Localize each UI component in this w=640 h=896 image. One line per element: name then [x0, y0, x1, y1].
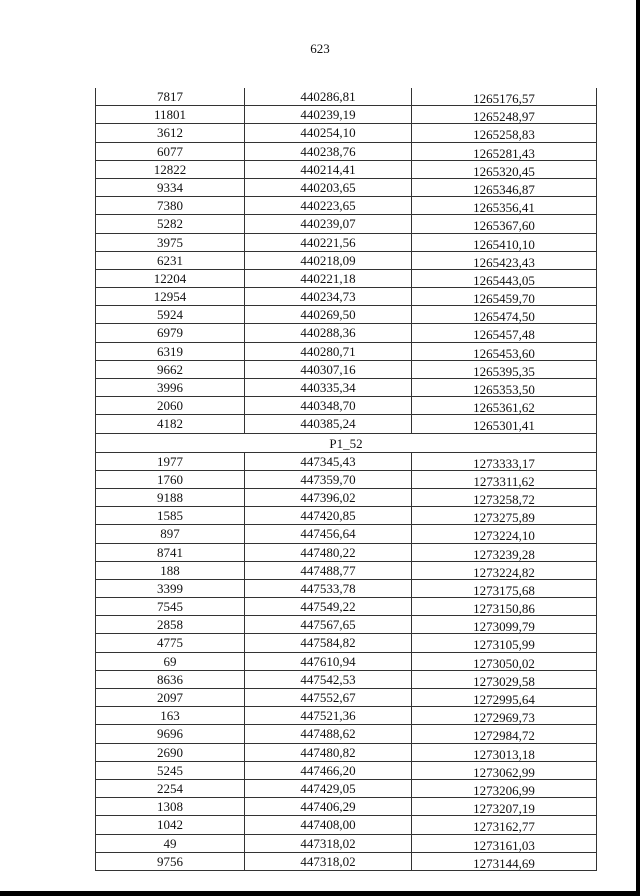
y-coordinate-cell: 1273333,17	[412, 453, 597, 470]
point-id-cell: 12822	[95, 161, 245, 178]
x-coordinate-cell: 440286,81	[245, 88, 412, 105]
table-row	[95, 580, 597, 598]
x-coordinate-cell: 447480,82	[245, 744, 412, 761]
table-row	[95, 544, 597, 562]
table-row	[95, 453, 597, 471]
y-coordinate-cell: 1265453,60	[412, 343, 597, 360]
x-coordinate-cell: 447406,29	[245, 798, 412, 815]
point-id-cell: 163	[95, 707, 245, 724]
point-id-cell: 3612	[95, 124, 245, 141]
table-row	[95, 343, 597, 361]
point-id-cell: 3996	[95, 379, 245, 396]
y-coordinate-cell: 1265410,10	[412, 234, 597, 251]
y-coordinate-cell: 1273013,18	[412, 744, 597, 761]
table-row	[95, 507, 597, 525]
table-row	[95, 143, 597, 161]
x-coordinate-cell: 447456,64	[245, 525, 412, 542]
table-row	[95, 215, 597, 233]
point-id-cell: 1308	[95, 798, 245, 815]
point-id-cell: 6077	[95, 143, 245, 160]
point-id-cell: 69	[95, 653, 245, 670]
y-coordinate-cell: 1273175,68	[412, 580, 597, 597]
table-row	[95, 161, 597, 179]
x-coordinate-cell: 447542,53	[245, 671, 412, 688]
x-coordinate-cell: 440348,70	[245, 397, 412, 414]
y-coordinate-cell: 1265457,48	[412, 324, 597, 341]
x-coordinate-cell: 447521,36	[245, 707, 412, 724]
x-coordinate-cell: 447318,02	[245, 835, 412, 852]
point-id-cell: 897	[95, 525, 245, 542]
y-coordinate-cell: 1265474,50	[412, 306, 597, 323]
y-coordinate-cell: 1265346,87	[412, 179, 597, 196]
table-row	[95, 725, 597, 743]
point-id-cell: 9188	[95, 489, 245, 506]
y-coordinate-cell: 1273062,99	[412, 762, 597, 779]
x-coordinate-cell: 440238,76	[245, 143, 412, 160]
table-row	[95, 489, 597, 507]
y-coordinate-cell: 1265423,43	[412, 252, 597, 269]
x-coordinate-cell: 447318,02	[245, 853, 412, 870]
y-coordinate-cell: 1273275,89	[412, 507, 597, 524]
table-row	[95, 106, 597, 124]
x-coordinate-cell: 447420,85	[245, 507, 412, 524]
x-coordinate-cell: 440203,65	[245, 179, 412, 196]
y-coordinate-cell: 1265356,41	[412, 197, 597, 214]
x-coordinate-cell: 447584,82	[245, 634, 412, 651]
table-row	[95, 689, 597, 707]
point-id-cell: 2690	[95, 744, 245, 761]
y-coordinate-cell: 1273311,62	[412, 471, 597, 488]
table-row	[95, 379, 597, 397]
x-coordinate-cell: 440307,16	[245, 361, 412, 378]
table-row	[95, 234, 597, 252]
point-id-cell: 6319	[95, 343, 245, 360]
x-coordinate-cell: 440280,71	[245, 343, 412, 360]
x-coordinate-cell: 440221,56	[245, 234, 412, 251]
y-coordinate-cell: 1273144,69	[412, 853, 597, 870]
x-coordinate-cell: 440218,09	[245, 252, 412, 269]
table-row	[95, 197, 597, 215]
x-coordinate-cell: 447429,05	[245, 780, 412, 797]
point-id-cell: 2097	[95, 689, 245, 706]
x-coordinate-cell: 440269,50	[245, 306, 412, 323]
table-row	[95, 853, 597, 871]
point-id-cell: 7817	[95, 88, 245, 105]
table-section-2	[95, 453, 597, 871]
y-coordinate-cell: 1273224,10	[412, 525, 597, 542]
x-coordinate-cell: 447552,67	[245, 689, 412, 706]
x-coordinate-cell: 447567,65	[245, 616, 412, 633]
y-coordinate-cell: 1273161,03	[412, 835, 597, 852]
table-row	[95, 415, 597, 433]
table-row	[95, 798, 597, 816]
y-coordinate-cell: 1273224,82	[412, 562, 597, 579]
point-id-cell: 9334	[95, 179, 245, 196]
x-coordinate-cell: 447408,00	[245, 816, 412, 833]
table-row	[95, 88, 597, 106]
x-coordinate-cell: 447345,43	[245, 453, 412, 470]
y-coordinate-cell: 1273099,79	[412, 616, 597, 633]
y-coordinate-cell: 1272995,64	[412, 689, 597, 706]
table-row	[95, 270, 597, 288]
y-coordinate-cell: 1265367,60	[412, 215, 597, 232]
table-row	[95, 471, 597, 489]
y-coordinate-cell: 1265353,50	[412, 379, 597, 396]
table-row	[95, 780, 597, 798]
table-row	[95, 562, 597, 580]
x-coordinate-cell: 440234,73	[245, 288, 412, 305]
y-coordinate-cell: 1273050,02	[412, 653, 597, 670]
table-row	[95, 397, 597, 415]
table-row	[95, 179, 597, 197]
x-coordinate-cell: 440288,36	[245, 324, 412, 341]
point-id-cell: 4775	[95, 634, 245, 651]
point-id-cell: 5245	[95, 762, 245, 779]
page-number: 623	[310, 41, 330, 56]
table-row	[95, 124, 597, 142]
y-coordinate-cell: 1273150,86	[412, 598, 597, 615]
x-coordinate-cell: 440214,41	[245, 161, 412, 178]
table-section-1	[95, 88, 597, 434]
y-coordinate-cell: 1265361,62	[412, 397, 597, 414]
x-coordinate-cell: 447610,94	[245, 653, 412, 670]
x-coordinate-cell: 447488,77	[245, 562, 412, 579]
table-row	[95, 598, 597, 616]
x-coordinate-cell: 447359,70	[245, 471, 412, 488]
point-id-cell: 12204	[95, 270, 245, 287]
point-id-cell: 9696	[95, 725, 245, 742]
point-id-cell: 3399	[95, 580, 245, 597]
table-row	[95, 324, 597, 342]
x-coordinate-cell: 440239,07	[245, 215, 412, 232]
point-id-cell: 3975	[95, 234, 245, 251]
y-coordinate-cell: 1265320,45	[412, 161, 597, 178]
x-coordinate-cell: 440385,24	[245, 415, 412, 432]
point-id-cell: 4182	[95, 415, 245, 432]
y-coordinate-cell: 1265301,41	[412, 415, 597, 432]
table-row	[95, 653, 597, 671]
x-coordinate-cell: 440335,34	[245, 379, 412, 396]
x-coordinate-cell: 447533,78	[245, 580, 412, 597]
point-id-cell: 1977	[95, 453, 245, 470]
table-row	[95, 252, 597, 270]
y-coordinate-cell: 1272984,72	[412, 725, 597, 742]
y-coordinate-cell: 1265248,97	[412, 106, 597, 123]
table-row	[95, 744, 597, 762]
scan-edge-bottom	[0, 891, 640, 896]
point-id-cell: 5282	[95, 215, 245, 232]
table-row	[95, 288, 597, 306]
x-coordinate-cell: 440239,19	[245, 106, 412, 123]
point-id-cell: 1585	[95, 507, 245, 524]
point-id-cell: 1760	[95, 471, 245, 488]
y-coordinate-cell: 1265258,83	[412, 124, 597, 141]
y-coordinate-cell: 1265395,35	[412, 361, 597, 378]
x-coordinate-cell: 440254,10	[245, 124, 412, 141]
table-row	[95, 762, 597, 780]
x-coordinate-cell: 447549,22	[245, 598, 412, 615]
x-coordinate-cell: 440223,65	[245, 197, 412, 214]
y-coordinate-cell: 1272969,73	[412, 707, 597, 724]
x-coordinate-cell: 447466,20	[245, 762, 412, 779]
x-coordinate-cell: 447480,22	[245, 544, 412, 561]
coordinate-table	[95, 88, 597, 871]
table-row	[95, 707, 597, 725]
table-row	[95, 306, 597, 324]
point-id-cell: 2060	[95, 397, 245, 414]
point-id-cell: 7380	[95, 197, 245, 214]
point-id-cell: 12954	[95, 288, 245, 305]
point-id-cell: 7545	[95, 598, 245, 615]
y-coordinate-cell: 1273207,19	[412, 798, 597, 815]
x-coordinate-cell: 447488,62	[245, 725, 412, 742]
table-row	[95, 835, 597, 853]
y-coordinate-cell: 1265281,43	[412, 143, 597, 160]
table-row	[95, 816, 597, 834]
point-id-cell: 8741	[95, 544, 245, 561]
point-id-cell: 2858	[95, 616, 245, 633]
table-row	[95, 671, 597, 689]
x-coordinate-cell: 447396,02	[245, 489, 412, 506]
point-id-cell: 8636	[95, 671, 245, 688]
table-row	[95, 616, 597, 634]
table-row	[95, 525, 597, 543]
point-id-cell: 2254	[95, 780, 245, 797]
y-coordinate-cell: 1273162,77	[412, 816, 597, 833]
y-coordinate-cell: 1265176,57	[412, 88, 597, 105]
section-title: P1_52	[95, 434, 597, 453]
x-coordinate-cell: 440221,18	[245, 270, 412, 287]
y-coordinate-cell: 1273258,72	[412, 489, 597, 506]
y-coordinate-cell: 1273105,99	[412, 634, 597, 651]
point-id-cell: 6231	[95, 252, 245, 269]
y-coordinate-cell: 1273029,58	[412, 671, 597, 688]
point-id-cell: 6979	[95, 324, 245, 341]
point-id-cell: 188	[95, 562, 245, 579]
table-row	[95, 361, 597, 379]
table-row	[95, 634, 597, 652]
scan-edge-right	[636, 0, 640, 896]
point-id-cell: 9756	[95, 853, 245, 870]
point-id-cell: 9662	[95, 361, 245, 378]
y-coordinate-cell: 1265459,70	[412, 288, 597, 305]
y-coordinate-cell: 1273239,28	[412, 544, 597, 561]
y-coordinate-cell: 1265443,05	[412, 270, 597, 287]
point-id-cell: 5924	[95, 306, 245, 323]
y-coordinate-cell: 1273206,99	[412, 780, 597, 797]
point-id-cell: 49	[95, 835, 245, 852]
point-id-cell: 11801	[95, 106, 245, 123]
point-id-cell: 1042	[95, 816, 245, 833]
